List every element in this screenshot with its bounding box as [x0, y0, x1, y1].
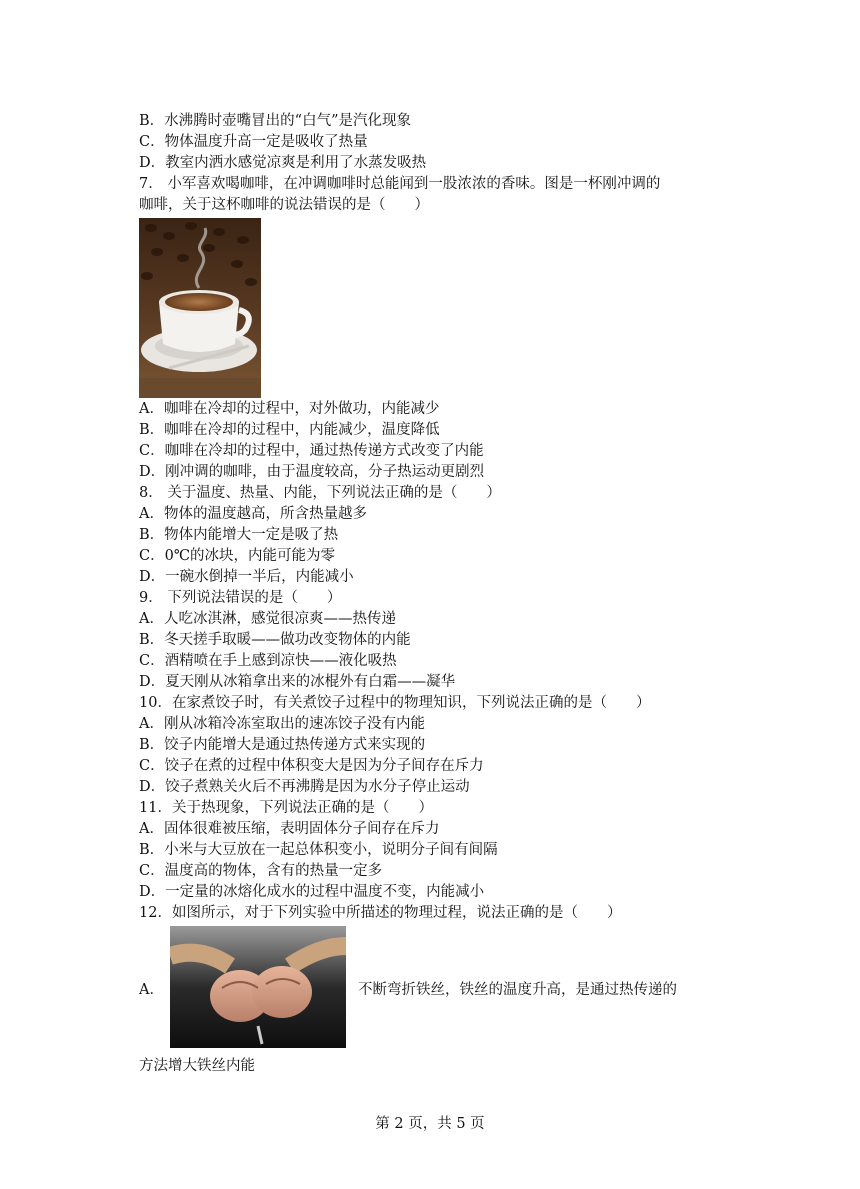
text-line: C．饺子在煮的过程中体积变大是因为分子间存在斥力	[139, 758, 484, 774]
text-line: C．酒精喷在手上感到凉快——液化吸热	[139, 653, 397, 669]
question-11-stem: 11．关于热现象，下列说法正确的是（ ）	[139, 800, 433, 816]
text-line: B．小米与大豆放在一起总体积变小，说明分子间有间隔	[139, 842, 498, 858]
text-line: C．咖啡在冷却的过程中，通过热传递方式改变了内能	[139, 443, 484, 459]
question-12-stem: 12．如图所示，对于下列实验中所描述的物理过程，说法正确的是（ ）	[139, 905, 622, 921]
question-8-stem: 8． 关于温度、热量、内能，下列说法正确的是（ ）	[139, 485, 501, 501]
text-line: A．咖啡在冷却的过程中，对外做功，内能减少	[139, 401, 440, 417]
option-a-text: 不断弯折铁丝，铁丝的温度升高，是通过热传递的	[358, 982, 677, 998]
text-line: D．夏天刚从冰箱拿出来的冰棍外有白霜——凝华	[139, 674, 456, 690]
question-7-stem-cont: 咖啡，关于这杯咖啡的说法错误的是（ ）	[139, 197, 429, 213]
text-line: B．水沸腾时壶嘴冒出的“白气”是汽化现象	[139, 113, 411, 129]
text-line: B．物体内能增大一定是吸了热	[139, 527, 339, 543]
question-10-stem: 10．在家煮饺子时，有关煮饺子过程中的物理知识，下列说法正确的是（ ）	[139, 695, 651, 711]
text-line: A．物体的温度越高，所含热量越多	[139, 506, 367, 522]
text-line: D．一碗水倒掉一半后，内能减小	[139, 569, 354, 585]
bending-wire-hands-image	[170, 926, 346, 1048]
text-line: C．0℃的冰块，内能可能为零	[139, 548, 336, 564]
text-line: A．刚从冰箱冷冻室取出的速冻饺子没有内能	[139, 716, 425, 732]
text-line: B．饺子内能增大是通过热传递方式来实现的	[139, 737, 426, 753]
text-line: D．教室内洒水感觉凉爽是利用了水蒸发吸热	[139, 155, 427, 171]
text-line: A．人吃冰淇淋，感觉很凉爽——热传递	[139, 611, 396, 627]
text-line: D．饺子煮熟关火后不再沸腾是因为水分子停止运动	[139, 779, 470, 795]
text-line: C．温度高的物体，含有的热量一定多	[139, 863, 383, 879]
option-a-text-continuation: 方法增大铁丝内能	[139, 1058, 255, 1074]
text-line: B．冬天搓手取暖——做功改变物体的内能	[139, 632, 411, 648]
question-9-stem: 9． 下列说法错误的是（ ）	[139, 590, 342, 606]
text-line: B．咖啡在冷却的过程中，内能减少，温度降低	[139, 422, 440, 438]
text-line: D．一定量的冰熔化成水的过程中温度不变，内能减小	[139, 884, 485, 900]
option-a-label: A．	[139, 982, 164, 998]
coffee-cup-image	[139, 218, 261, 398]
question-7-stem: 7． 小军喜欢喝咖啡，在冲调咖啡时总能闻到一股浓浓的香味。图是一杯刚冲调的	[139, 176, 661, 192]
text-line: D．刚冲调的咖啡，由于温度较高，分子热运动更剧烈	[139, 464, 485, 480]
text-line: A．固体很难被压缩，表明固体分子间存在斥力	[139, 821, 440, 837]
text-line: C．物体温度升高一定是吸收了热量	[139, 134, 368, 150]
page-footer: 第 2 页，共 5 页	[375, 1116, 485, 1132]
